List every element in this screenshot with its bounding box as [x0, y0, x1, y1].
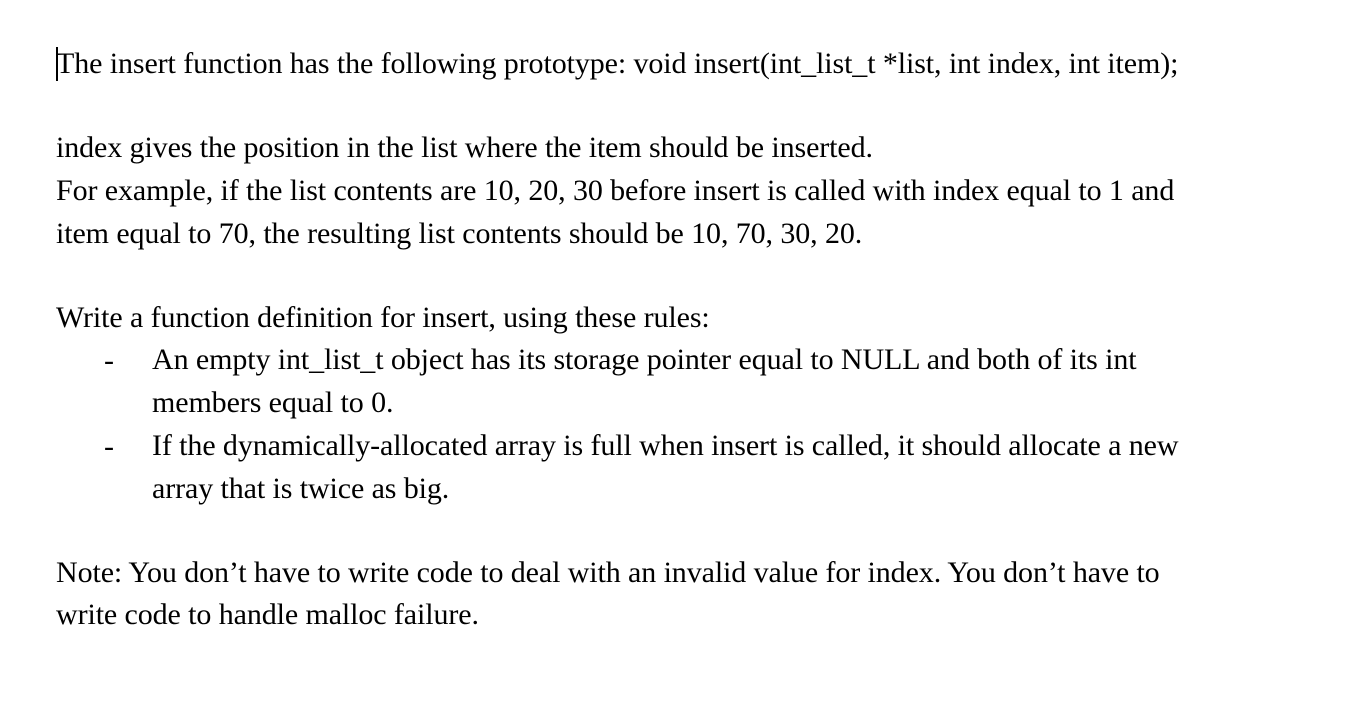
index-description: index gives the position in the list where the item should be inserted. [56, 131, 873, 164]
note-line-1: Note: You don’t have to write code to deal with an invalid value for index. You don’t have to [56, 556, 1160, 589]
rules-intro: Write a function definition for insert, using these rules: [56, 301, 710, 334]
bullet-dash: - [104, 344, 114, 377]
rule-1-line-2: members equal to 0. [152, 386, 394, 419]
rule-1-line-1: An empty int_list_t object has its storage pointer equal to NULL and both of its int [152, 343, 1137, 376]
note-line-2: write code to handle malloc failure. [56, 598, 479, 631]
rule-2-line-1: If the dynamically-allocated array is full when insert is called, it should allocate a new [152, 429, 1179, 462]
example-line-1: For example, if the list contents are 10, 20, 30 before insert is called with index equal to 1 and [56, 174, 1175, 207]
rule-2-line-2: array that is twice as big. [152, 472, 450, 505]
bullet-dash: - [104, 430, 114, 463]
example-line-2: item equal to 70, the resulting list contents should be 10, 70, 30, 20. [56, 217, 863, 250]
prototype-paragraph: The insert function has the following prototype: void insert(int_list_t *list, int index, int item); [56, 47, 1179, 80]
